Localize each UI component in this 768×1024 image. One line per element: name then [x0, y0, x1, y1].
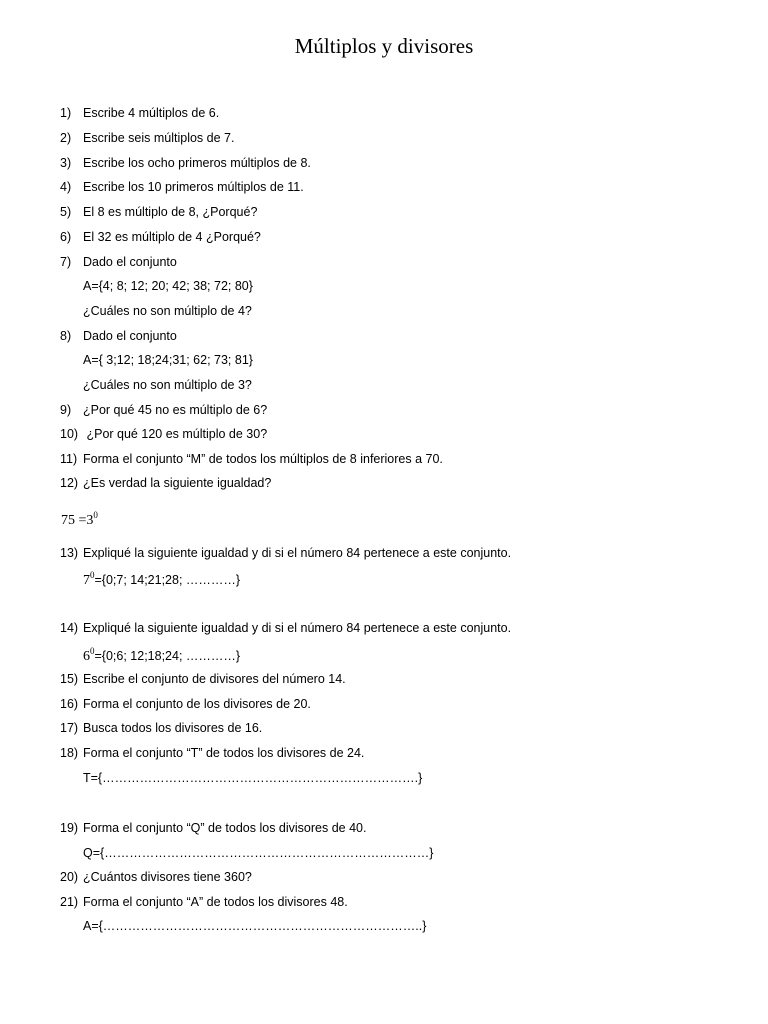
equation [61, 510, 98, 529]
set-elements: ={0;7; 14;21;28; …………} [94, 573, 241, 587]
exercise-text: Forma el conjunto de los divisores de 20. [83, 697, 311, 711]
exercise-number: 1) [60, 106, 72, 120]
exercise-16 [60, 697, 311, 711]
exercise-text: Escribe el conjunto de divisores del número 14. [83, 672, 346, 686]
set-definition: A={4; 8; 12; 20; 42; 38; 72; 80} [83, 279, 253, 293]
exercise-15 [60, 672, 346, 686]
exercise-13 [60, 546, 511, 560]
exercise-9 [60, 403, 267, 417]
exercise-text: ¿Cuántos divisores tiene 360? [83, 870, 252, 884]
exercise-number: 16) [60, 697, 79, 711]
exercise-text: ¿Por qué 45 no es múltiplo de 6? [83, 403, 268, 417]
exercise-number: 19) [60, 821, 79, 835]
exercise-text: Expliqué la siguiente igualdad y di si el número 84 pertenece a este conjunto. [83, 546, 512, 560]
exercise-number: 13) [60, 546, 79, 560]
exercise-question: ¿Cuáles no son múltiplo de 4? [83, 304, 252, 318]
exercise-10 [60, 427, 267, 441]
exercise-1 [60, 106, 219, 120]
answer-blank: A={…………………………………………………………………..} [83, 919, 427, 933]
exercise-text: Expliqué la siguiente igualdad y di si el número 84 pertenece a este conjunto. [83, 621, 512, 635]
set-base: 6 [83, 649, 90, 664]
exercise-number: 14) [60, 621, 79, 635]
exercise-text: Busca todos los divisores de 16. [83, 721, 263, 735]
exercise-number: 8) [60, 329, 72, 343]
exercise-number: 4) [60, 180, 72, 194]
set-base: 7 [83, 573, 90, 588]
set-superscript: 0 [90, 646, 95, 656]
exercise-14 [60, 621, 511, 635]
exercise-text: Escribe los ocho primeros múltiplos de 8. [83, 156, 311, 170]
exercise-19 [60, 821, 366, 835]
set-elements: ={0;6; 12;18;24; …………} [94, 649, 241, 663]
exercise-text: Forma el conjunto “A” de todos los divisores 48. [83, 895, 348, 909]
exercise-20 [60, 870, 252, 884]
exercise-number: 2) [60, 131, 72, 145]
exercise-text: ¿Por qué 120 es múltiplo de 30? [83, 427, 268, 441]
exercise-number: 12) [60, 476, 79, 490]
exercise-number: 9) [60, 403, 72, 417]
exercise-text: Forma el conjunto “Q” de todos los divisores de 40. [83, 821, 367, 835]
exercise-17 [60, 721, 262, 735]
exercise-text: El 8 es múltiplo de 8, ¿Porqué? [83, 205, 258, 219]
exercise-number: 11) [60, 452, 78, 466]
exercise-6 [60, 230, 261, 244]
exercise-number: 18) [60, 746, 79, 760]
exercise-number: 17) [60, 721, 79, 735]
equation-superscript: 0 [93, 510, 98, 520]
equation-left: 75 =3 [61, 513, 94, 528]
exercise-11 [60, 452, 443, 466]
exercise-text: Escribe 4 múltiplos de 6. [83, 106, 220, 120]
exercise-text: Dado el conjunto [83, 255, 177, 269]
exercise-5 [60, 205, 257, 219]
exercise-text: Escribe seis múltiplos de 7. [83, 131, 235, 145]
exercise-text: Forma el conjunto “M” de todos los múltiplos de 8 inferiores a 70. [83, 452, 443, 466]
exercise-text: ¿Es verdad la siguiente igualdad? [83, 476, 272, 490]
answer-blank: T={………………………………………………………………….} [83, 771, 423, 785]
exercise-text: Escribe los 10 primeros múltiplos de 11. [83, 180, 304, 194]
exercise-number: 21) [60, 895, 79, 909]
exercise-2 [60, 131, 234, 145]
multiples-set [83, 570, 240, 589]
set-superscript: 0 [90, 570, 95, 580]
exercise-number: 20) [60, 870, 79, 884]
exercise-3 [60, 156, 311, 170]
exercise-18 [60, 746, 364, 760]
exercise-number: 7) [60, 255, 72, 269]
exercise-number: 3) [60, 156, 72, 170]
exercise-number: 6) [60, 230, 72, 244]
answer-blank: Q={……………………………………………………………………} [83, 846, 434, 860]
exercise-text: Forma el conjunto “T” de todos los divisores de 24. [83, 746, 365, 760]
multiples-set [83, 646, 240, 665]
exercise-21 [60, 895, 348, 909]
set-definition: A={ 3;12; 18;24;31; 62; 73; 81} [83, 353, 253, 367]
exercise-8 [60, 329, 177, 343]
exercise-question: ¿Cuáles no son múltiplo de 3? [83, 378, 252, 392]
exercise-12 [60, 476, 271, 490]
exercise-number: 15) [60, 672, 79, 686]
page-title: Múltiplos y divisores [294, 34, 474, 58]
exercise-text: El 32 es múltiplo de 4 ¿Porqué? [83, 230, 261, 244]
exercise-text: Dado el conjunto [83, 329, 177, 343]
exercise-number: 5) [60, 205, 72, 219]
exercise-4 [60, 180, 304, 194]
exercise-number: 10) [60, 427, 79, 441]
exercise-7 [60, 255, 177, 269]
